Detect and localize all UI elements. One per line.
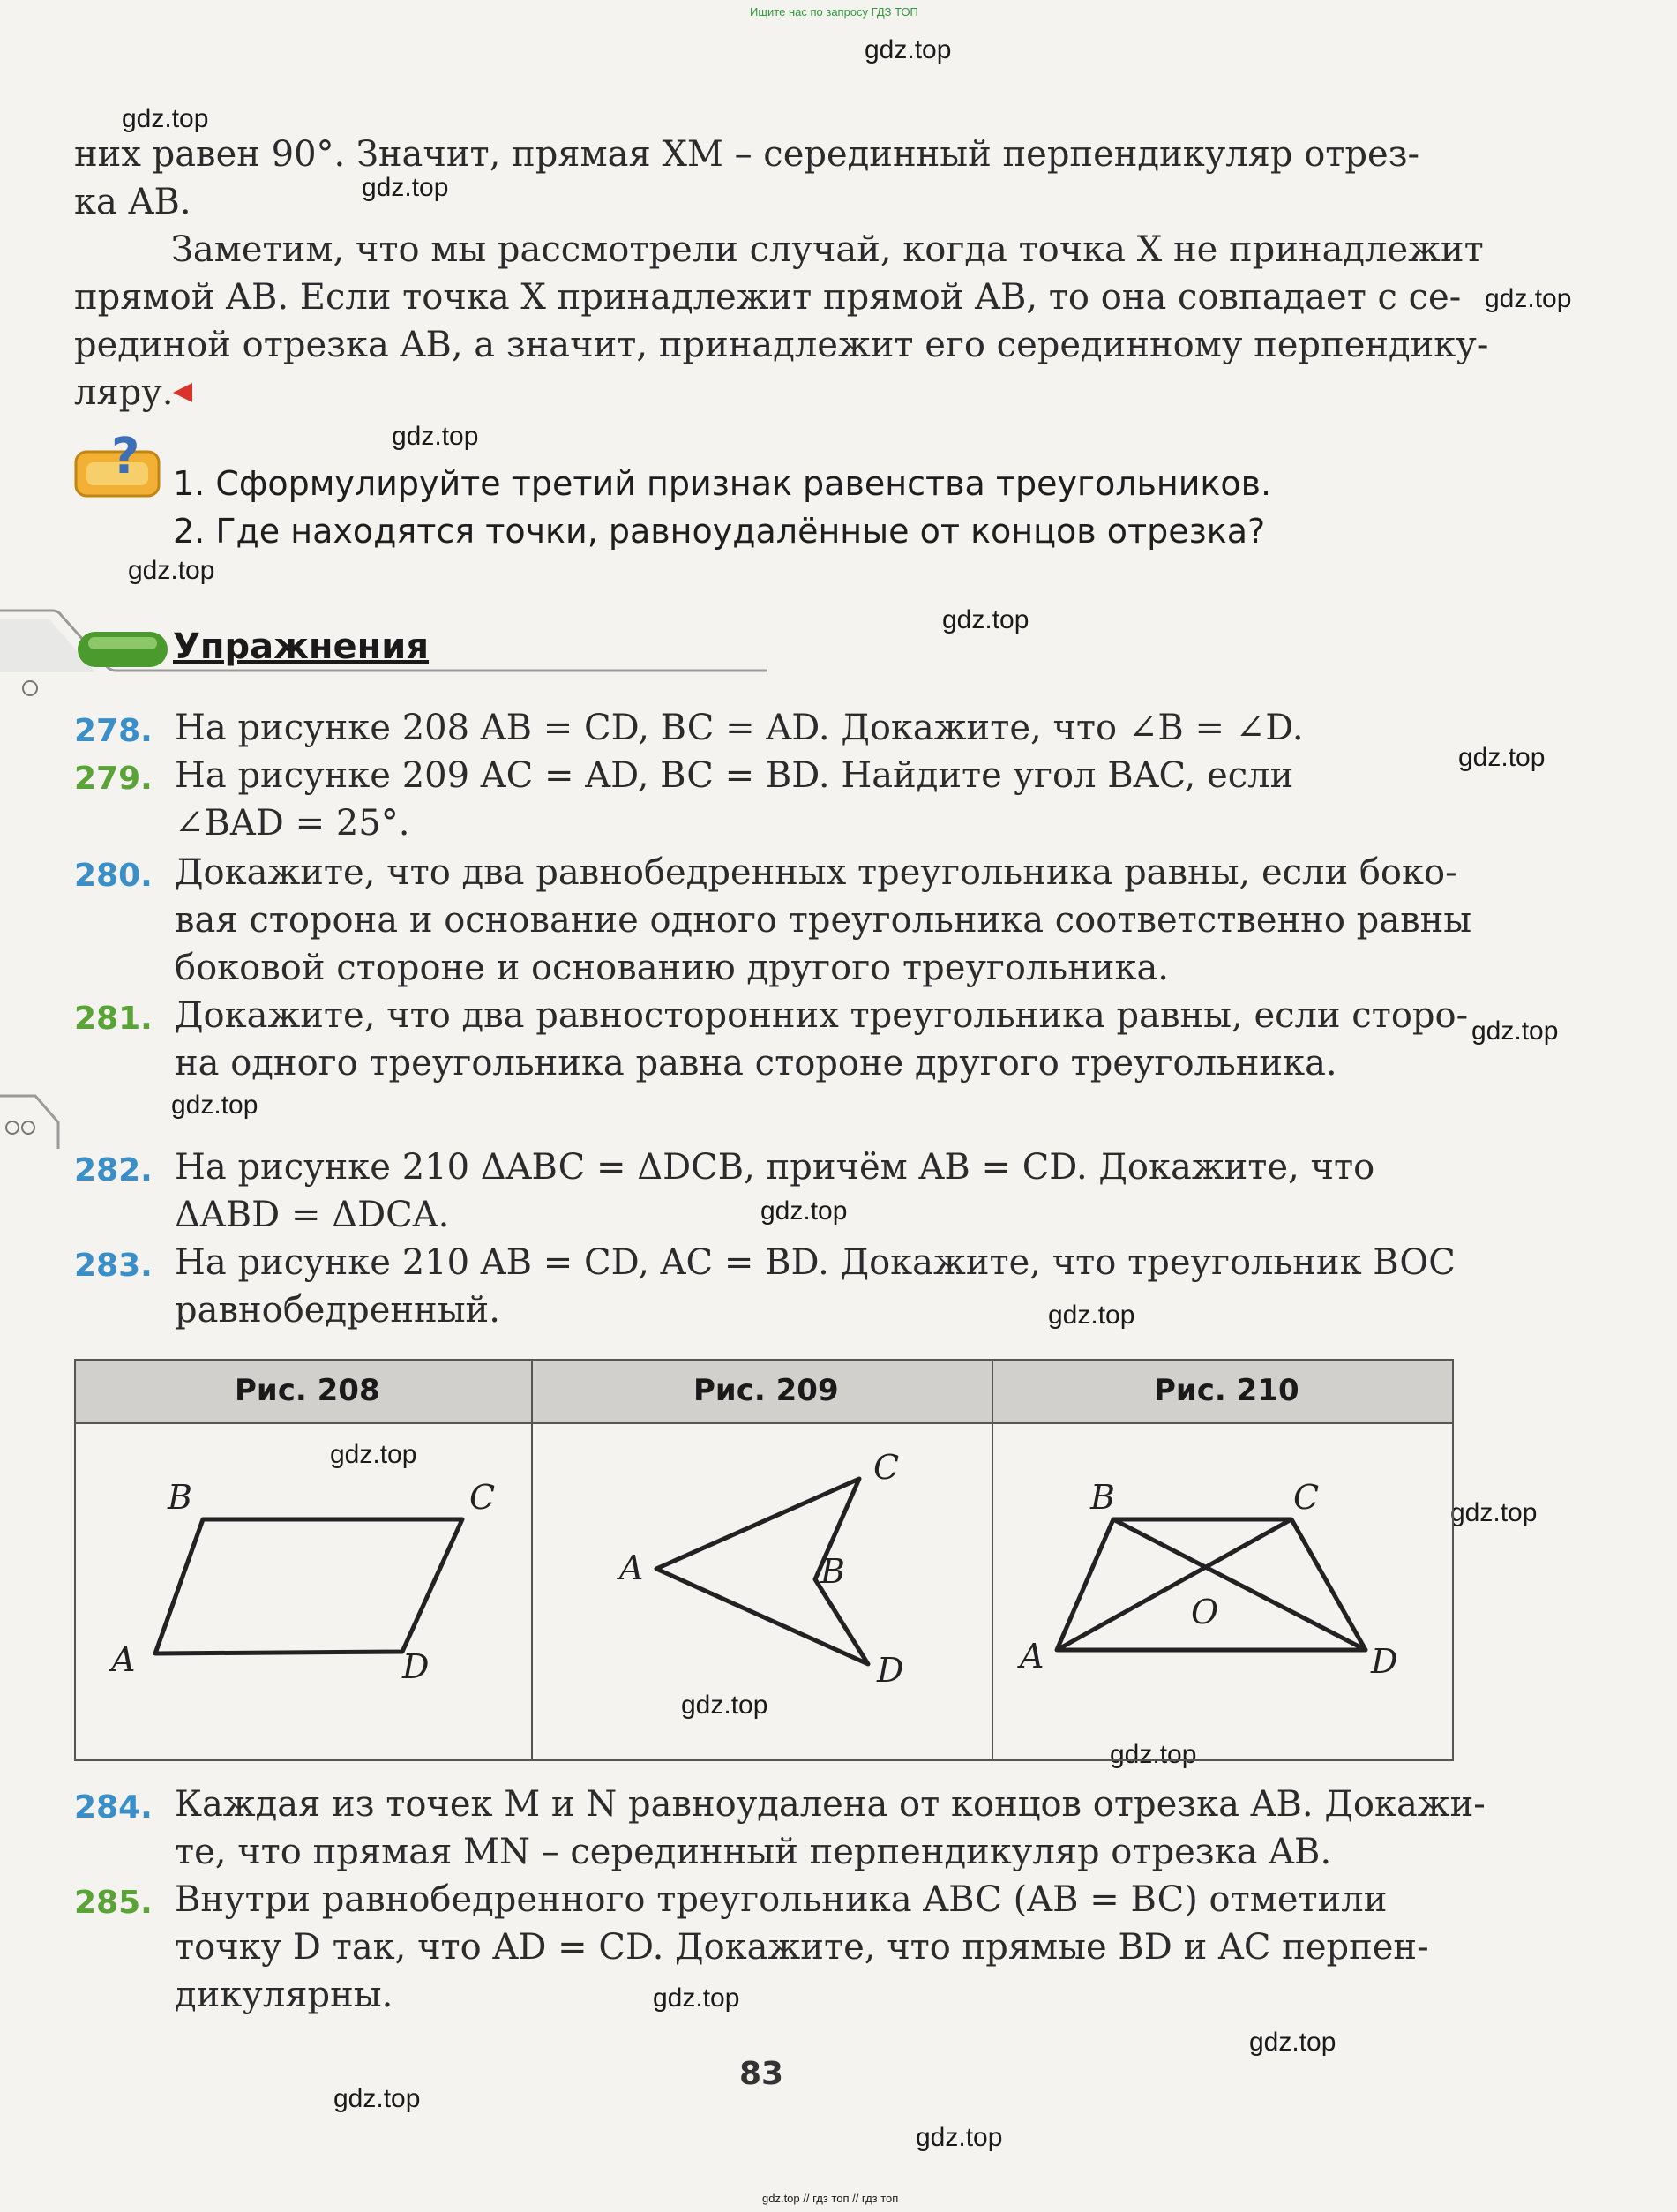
point-label-d: D: [877, 1651, 904, 1690]
watermark: gdz.top: [122, 104, 209, 133]
exercise-number: 283.: [74, 1248, 153, 1284]
figure-208: [76, 1424, 529, 1759]
watermark: gdz.top: [942, 605, 1029, 634]
exercise-number: 284.: [74, 1789, 153, 1826]
question-2: 2. Где находятся точки, равноудалённые от концов отрезка?: [173, 512, 1266, 551]
exercise-number: 279.: [74, 761, 153, 797]
figure-title: Рис. 210: [1154, 1373, 1299, 1408]
watermark: gdz.top: [653, 1983, 740, 2013]
exercise-text: На рисунке 208 AB = CD, BC = AD. Докажите, что ∠B = ∠D.: [175, 708, 1304, 748]
text-line: ка AB.: [74, 182, 191, 222]
exercise-text: равнобедренный.: [175, 1290, 500, 1331]
point-label-a: A: [619, 1548, 644, 1587]
figure-210: [993, 1424, 1452, 1759]
text-line: рединой отрезка AB, а значит, принадлежит его серединному перпендику-: [74, 325, 1489, 365]
watermark: gdz.top: [760, 1196, 848, 1226]
watermark: gdz.top: [916, 2123, 1003, 2152]
exercise-number: 280.: [74, 858, 153, 894]
text-line: прямой AB. Если точка X принадлежит прямой AB, то она совпадает с се-: [74, 277, 1462, 318]
exercise-text: Докажите, что два равнобедренных треугольника равны, если боко-: [175, 852, 1457, 893]
exercise-text: На рисунке 210 ΔABC = ΔDCB, причём AB = CD. Докажите, что: [175, 1147, 1375, 1188]
exercise-text: Внутри равнобедренного треугольника ABC (AB = BC) отметили: [175, 1879, 1388, 1920]
footer-watermark: gdz.top // гдз топ // гдз топ: [762, 2192, 899, 2205]
point-label-d: D: [1371, 1642, 1398, 1681]
point-label-o: O: [1191, 1593, 1219, 1631]
intro-paragraph: [74, 131, 1489, 422]
text-line: них равен 90°. Значит, прямая XM – серединный перпендикуляр отрез-: [74, 134, 1420, 175]
figures-table: [74, 1359, 1454, 1761]
exercises-heading: Упражнения: [173, 626, 430, 667]
exercise-text: точку D так, что AD = CD. Докажите, что прямые BD и AC перпен-: [175, 1927, 1429, 1968]
exercise-number: 282.: [74, 1152, 153, 1188]
question-icon: [74, 432, 162, 499]
watermark: gdz.top: [330, 1440, 417, 1469]
point-label-b: B: [820, 1552, 845, 1591]
watermark: gdz.top: [1485, 284, 1572, 313]
watermark: gdz.top: [1249, 2028, 1336, 2057]
text-line: Заметим, что мы рассмотрели случай, когда точка X не принадлежит: [171, 229, 1484, 270]
point-label-c: C: [873, 1448, 900, 1487]
watermark: gdz.top: [333, 2084, 421, 2113]
text-line: ляру.: [74, 372, 174, 413]
watermark: gdz.top: [1110, 1740, 1197, 1769]
point-label-d: D: [402, 1647, 430, 1686]
point-label-b: B: [168, 1478, 192, 1517]
exercise-pill-icon: [76, 630, 169, 669]
svg-text:?: ?: [111, 432, 140, 485]
end-of-proof-icon: [173, 383, 192, 402]
watermark: gdz.top: [171, 1091, 258, 1120]
page-number: 83: [739, 2056, 784, 2092]
exercise-text: На рисунке 210 AB = CD, AC = BD. Докажите, что треугольник BOC: [175, 1242, 1456, 1283]
watermark: gdz.top: [1471, 1016, 1559, 1046]
exercise-number: 281.: [74, 1001, 153, 1037]
watermark: gdz.top: [1048, 1301, 1135, 1330]
figure-209: [533, 1424, 992, 1759]
diagonal-ac: [1057, 1519, 1291, 1650]
exercise-text: боковой стороне и основанию другого треугольника.: [175, 948, 1170, 988]
point-label-a: A: [111, 1640, 136, 1679]
exercise-text: ∠BAD = 25°.: [175, 803, 410, 844]
exercise-text: те, что прямая MN – серединный перпендикуляр отрезка AB.: [175, 1832, 1332, 1872]
parallelogram: [155, 1519, 462, 1653]
point-label-c: C: [1293, 1478, 1320, 1517]
exercise-text: На рисунке 209 AC = AD, BC = BD. Найдите угол BAC, если: [175, 755, 1294, 796]
exercise-text: Докажите, что два равносторонних треугольника равны, если сторо-: [175, 995, 1469, 1036]
point-label-a: A: [1020, 1637, 1044, 1676]
watermark: gdz.top: [865, 35, 952, 64]
figure-title: Рис. 208: [235, 1373, 380, 1408]
figure-title: Рис. 209: [693, 1373, 839, 1408]
exercise-number: 278.: [74, 713, 153, 749]
exercise-text: на одного треугольника равна стороне другого треугольника.: [175, 1043, 1337, 1084]
exercise-text: Каждая из точек M и N равноудалена от концов отрезка AB. Докажи-: [175, 1784, 1486, 1825]
question-1: 1. Сформулируйте третий признак равенства треугольников.: [173, 464, 1272, 503]
point-label-c: C: [469, 1478, 496, 1517]
watermark: gdz.top: [1450, 1498, 1538, 1527]
exercise-number: 285.: [74, 1885, 153, 1921]
point-label-b: B: [1090, 1478, 1115, 1517]
exercise-text: дикулярны.: [175, 1975, 393, 2015]
exercise-text: вая сторона и основание одного треугольника соответственно равны: [175, 900, 1472, 941]
watermark: gdz.top: [392, 422, 479, 451]
exercise-text: ΔABD = ΔDCA.: [175, 1195, 450, 1235]
top-banner: Ищите нас по запросу ГДЗ ТОП: [750, 5, 918, 19]
watermark: gdz.top: [362, 173, 449, 202]
watermark: gdz.top: [128, 556, 215, 585]
watermark: gdz.top: [681, 1691, 768, 1720]
watermark: gdz.top: [1458, 743, 1546, 772]
margin-tab-decoration: [0, 1087, 106, 1158]
